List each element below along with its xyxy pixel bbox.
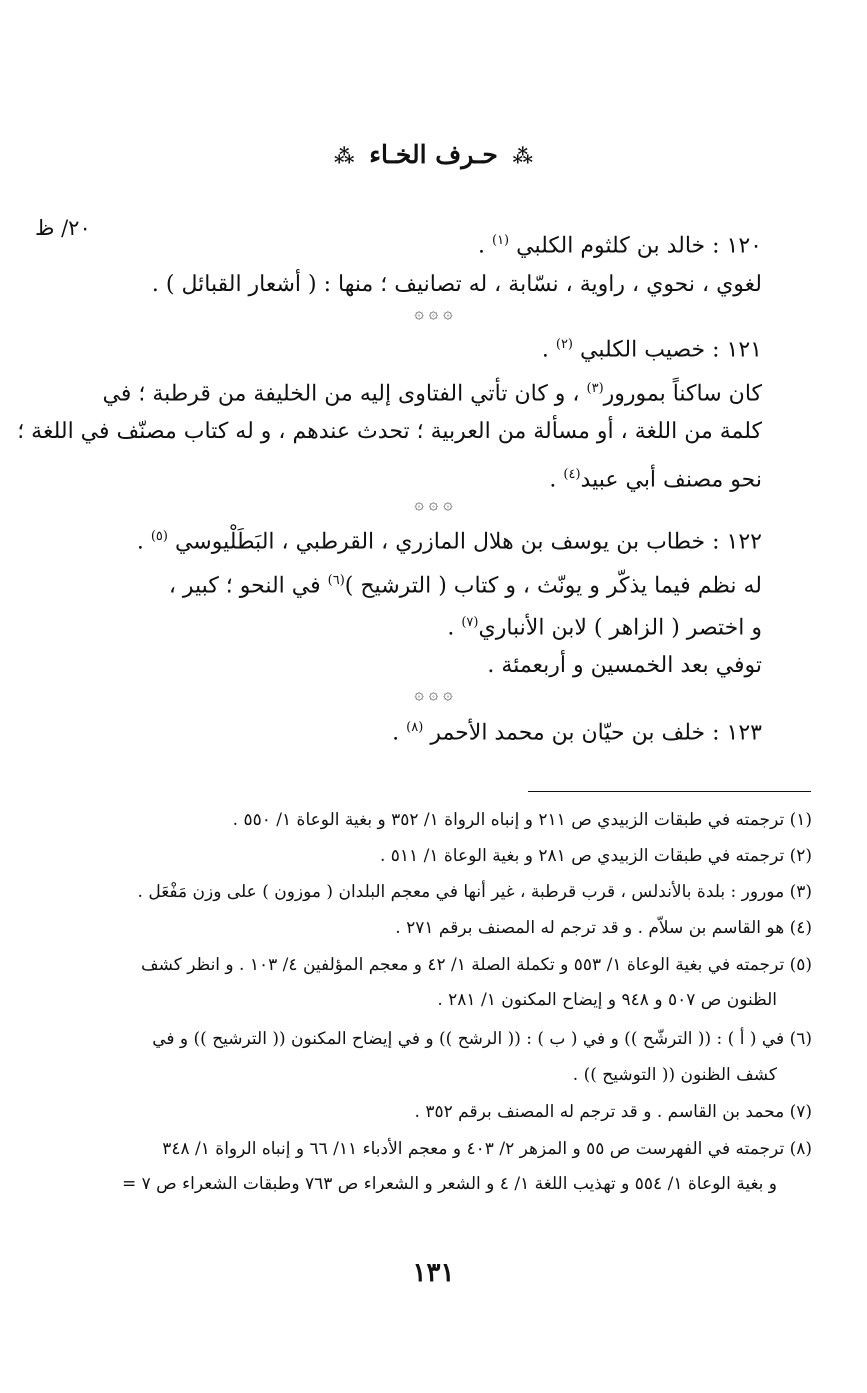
chapter-header xyxy=(0,140,867,169)
footnote-6: (٦) في ( أ ) : (( الترشّح )) و في ( ب ) : (( الرشح )) و في إيضاح المكنون (( الترشيح )) و في xyxy=(152,1029,812,1049)
footnote-ref: (٤) xyxy=(563,467,581,482)
footnote-ref: (٢) xyxy=(555,337,573,352)
footnote-ref: (٦) xyxy=(327,573,345,588)
footnote-7: (٧) محمد بن القاسم . و قد ترجم له المصنف برقم ٣٥٢ . xyxy=(414,1102,812,1122)
entry-number: ١٢٣ xyxy=(726,720,762,746)
entry-heading-123: ١٢٣ : خلف بن حيّان بن محمد الأحمر $^{(٨)}$ . xyxy=(392,720,762,746)
footnote-ref: (٥) xyxy=(150,529,168,544)
entry-heading-122: ١٢٢ : خطاب بن يوسف بن هلال المازري ، القرطبي ، البَطَلْيوسي $^{(٥)}$ . xyxy=(136,529,762,555)
footnote-6-cont: كشف الظنون (( التوشيح )) . xyxy=(572,1065,777,1085)
footnote-2: (٢) ترجمته في طبقات الزبيدي ص ٢٨١ و بغية الوعاة ١/ ٥١١ . xyxy=(379,846,812,866)
entry-name: خلف بن حيّان بن محمد الأحمر xyxy=(430,720,706,746)
ornament-left: ⁂ xyxy=(334,144,355,168)
page-number: ١٣١ xyxy=(412,1258,455,1288)
ornament-right: ⁂ xyxy=(512,144,533,168)
footnote-ref: (٨) xyxy=(406,720,424,735)
entry-heading-121: ١٢١ : خصيب الكلبي $^{(٢)}$ . xyxy=(541,337,762,363)
separator-stars: ۞ ۞ ۞ xyxy=(414,684,453,703)
entry-number: ١٢٠ xyxy=(726,233,762,259)
entry-body-line: كلمة من اللغة ، أو مسألة من العربية ؛ تحدث عندهم ، و له كتاب مصنّف في اللغة ؛ xyxy=(17,419,762,444)
footnote-3: (٣) مورور : بلدة بالأندلس ، قرب قرطبة ، غير أنها في معجم البلدان ( موزون ) على وزن مَفْعَل . xyxy=(137,882,812,902)
entry-body-line: و اختصر ( الزاهر ) لابن الأنباري$^{(٧)}$ . xyxy=(447,615,762,641)
entry-body-line: له نظم فيما يذكّر و يونّث ، و كتاب ( الترشيح )$^{(٦)}$ في النحو ؛ كبير ، xyxy=(168,573,762,599)
chapter-title: حـرف الخـاء xyxy=(369,140,498,169)
footnote-5-cont: الظنون ص ٥٠٧ و ٩٤٨ و إيضاح المكنون ١/ ٢٨١ . xyxy=(437,990,777,1010)
footnote-ref: (٧) xyxy=(461,615,479,630)
separator-stars: ۞ ۞ ۞ xyxy=(414,494,453,513)
footnote-8-cont: و بغية الوعاة ١/ ٥٥٤ و تهذيب اللغة ١/ ٤ و الشعر و الشعراء ص ٧٦٣ وطبقات الشعراء ص ٧ = xyxy=(121,1174,777,1194)
entry-number: ١٢١ xyxy=(726,337,762,363)
entry-body-line: توفي بعد الخمسين و أربعمئة . xyxy=(487,653,762,678)
separator-stars: ۞ ۞ ۞ xyxy=(414,303,453,322)
entry-name: خالد بن كلثوم الكلبي xyxy=(516,233,706,259)
footnote-ref: (١) xyxy=(491,233,510,248)
entry-name: خصيب الكلبي xyxy=(580,337,706,363)
footnote-4: (٤) هو القاسم بن سلاّم . و قد ترجم له المصنف برقم ٢٧١ . xyxy=(395,918,812,938)
footnote-ref: (٣) xyxy=(586,381,604,396)
footnote-1: (١) ترجمته في طبقات الزبيدي ص ٢١١ و إنباه الرواة ١/ ٣٥٢ و بغية الوعاة ١/ ٥٥٠ . xyxy=(232,810,812,830)
footnote-8: (٨) ترجمته في الفهرست ص ٥٥ و المزهر ٢/ ٤٠٣ و معجم الأدباء ١١/ ٦٦ و إنباه الرواة ١/ ٣٤٨ xyxy=(162,1139,812,1159)
footnote-divider xyxy=(528,791,811,792)
entry-body-line: نحو مصنف أبي عبيد$^{(٤)}$ . xyxy=(549,467,762,493)
entry-name: خطاب بن يوسف بن هلال المازري ، القرطبي ، البَطَلْيوسي xyxy=(174,529,706,555)
entry-body-line: لغوي ، نحوي ، راوية ، نسّابة ، له تصانيف ؛ منها : ( أشعار القبائل ) . xyxy=(151,272,762,297)
entry-heading-120: ١٢٠ : خالد بن كلثوم الكلبي $^{(١)}$ . xyxy=(477,233,762,259)
margin-folio-note: ٢٠/ ظ xyxy=(35,216,91,240)
entry-body-line: كان ساكناً بمورور$^{(٣)}$ ، و كان تأتي الفتاوى إليه من الخليفة من قرطبة ؛ في xyxy=(102,381,762,407)
footnote-5: (٥) ترجمته في بغية الوعاة ١/ ٥٥٣ و تكملة الصلة ١/ ٤٢ و معجم المؤلفين ٤/ ١٠٣ . و انظر كشف xyxy=(140,955,812,975)
entry-number: ١٢٢ xyxy=(726,529,762,555)
